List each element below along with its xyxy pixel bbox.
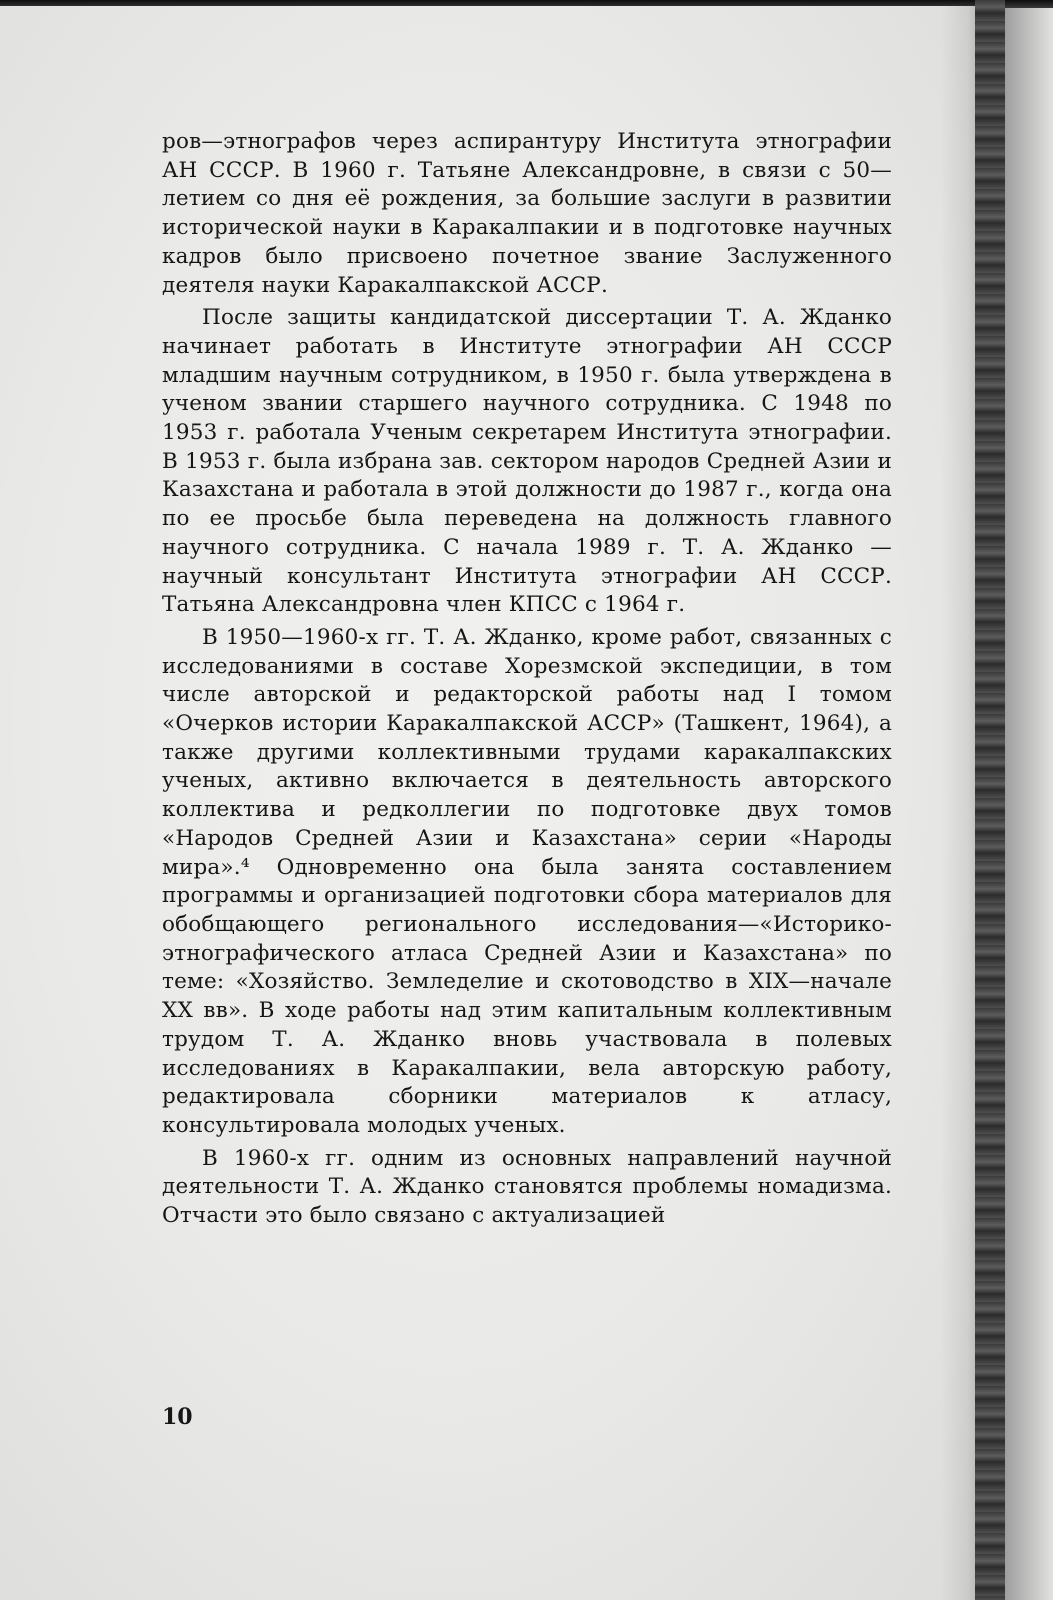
paragraph-1: ров—этнографов через аспирантуру Института этнографии АН СССР. В 1960 г. Татьяне Александровне, в связи с 50—летием со дня её рождения, за большие заслуги в развитии исторической науки в Каракалпакии и в подготовке научных кадров было присвоено почетное звание Заслуженного деятеля науки Каракалпакской АССР.	[162, 129, 892, 298]
book-page	[0, 6, 990, 1600]
next-page-edge	[1005, 8, 1053, 1600]
paragraph-4: В 1960-х гг. одним из основных направлений научной деятельности Т. А. Жданко становятся проблемы номадизма. Отчасти это было связано с актуализацией	[162, 1145, 892, 1229]
paragraph-2: После защиты кандидатской диссертации Т. А. Жданко начинает работать в Институте этнографии АН СССР младшим научным сотрудником, в 1950 г. была утверждена в ученом звании старшего научного сотрудника. С 1948 по 1953 г. работала Ученым секретарем Института этнографии. В 1953 г. была избрана зав. сектором народов Средней Азии и Казахстана и работала в этой должности до 1987 г., когда она по ее просьбе была переведена на должность главного научного сотрудника. С начала 1989 г. Т. А. Жданко — научный консультант Института этнографии АН СССР. Татьяна Александровна член КПСС с 1964 г.	[162, 305, 892, 618]
page-text	[162, 128, 892, 1231]
book-spine	[975, 0, 1005, 1600]
page-number: 10	[162, 1404, 193, 1430]
paragraph-3: В 1950—1960-х гг. Т. А. Жданко, кроме работ, связанных с исследованиями в составе Хорезмской экспедиции, в том числе авторской и редакторской работы над I томом «Очерков истории Каракалпакской АССР» (Ташкент, 1964), а также другими коллективными трудами каракалпакских ученых, активно включается в деятельность авторского коллектива и редколлегии по подготовке двух томов «Народов Средней Азии и Казахстана» серии «Народы мира».⁴ Одновременно она была занята составлением программы и организацией подготовки сбора материалов для обобщающего регионального исследования—«Историко-этнографического атласа Средней Азии и Казахстана» по теме: «Хозяйство. Земледелие и скотоводство в XIX—начале XX вв». В ходе работы над этим капитальным коллективным трудом Т. А. Жданко вновь участвовала в полевых исследованиях в Каракалпакии, вела авторскую работу, редактировала сборники материалов к атласу, консультировала молодых ученых.	[162, 624, 892, 1138]
